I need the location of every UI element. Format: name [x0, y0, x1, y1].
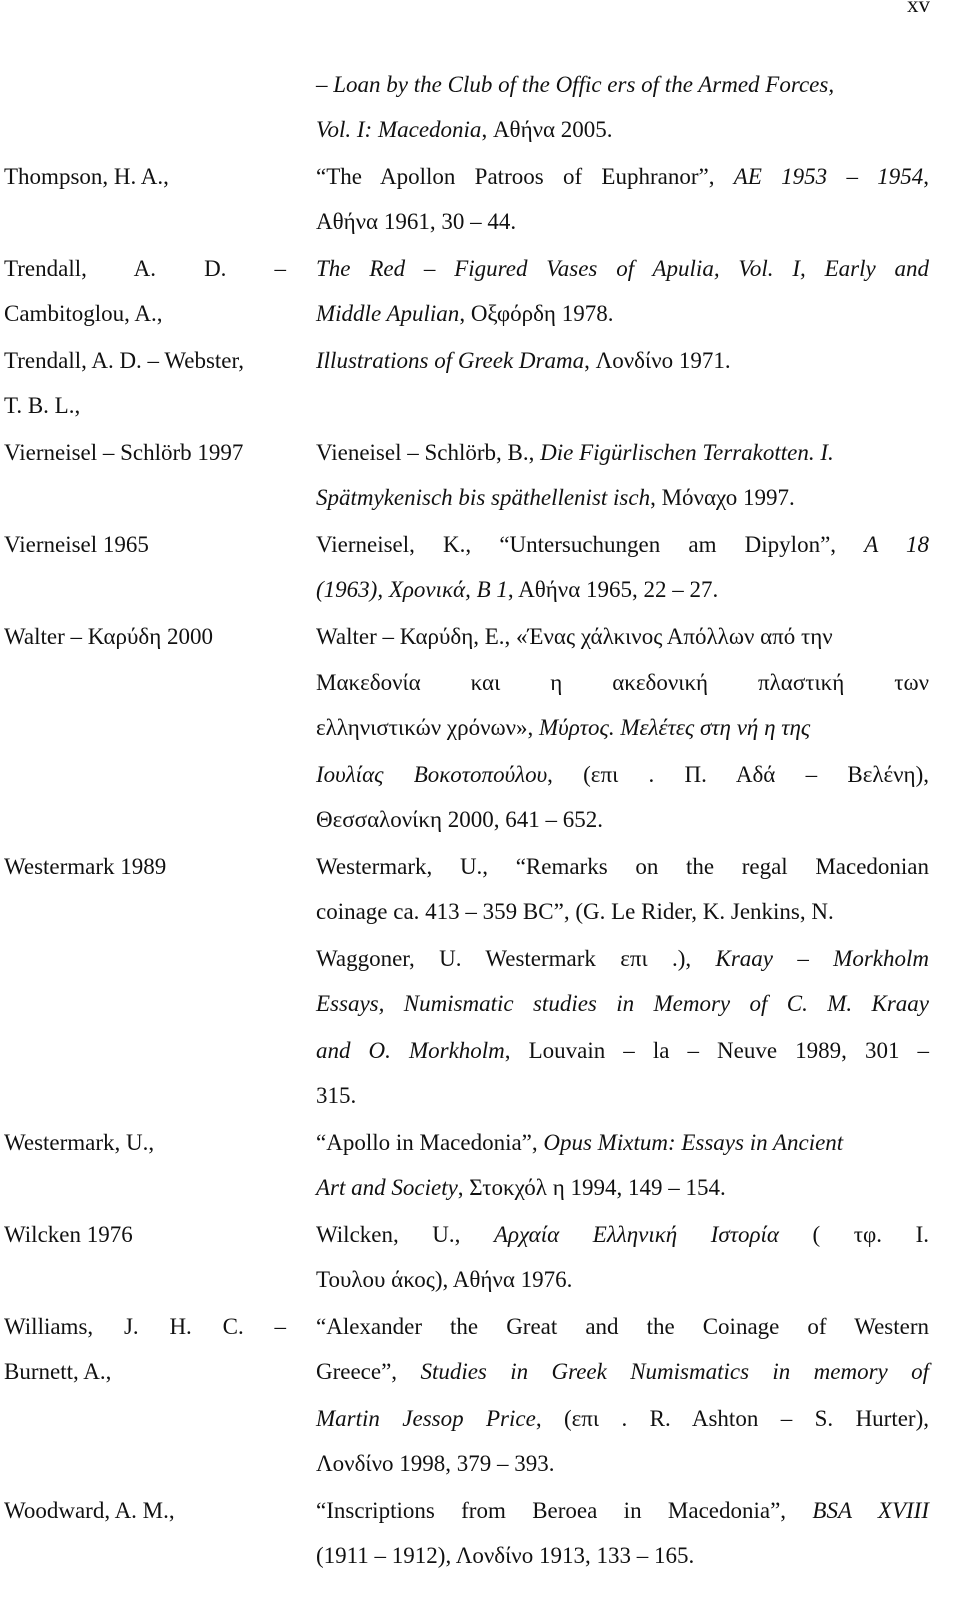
italic-text: The Red – Figured Vases of Apulia, Vol. I, Early and [316, 256, 929, 281]
reference-entry-line [316, 254, 929, 284]
text-run: “The Apollon Patroos of Euphranor”, [316, 164, 734, 189]
reference-key [4, 852, 166, 882]
text-run: Αθήνα 1961, 30 – 44. [316, 209, 517, 234]
italic-text: Art and Society [316, 1175, 458, 1200]
italic-text: – Loan by the Club of the Offic ers of the Armed Forces, [316, 72, 835, 97]
text-run: Walter – Καρύδη 2000 [4, 624, 214, 649]
text-run: Thompson, H. A., [4, 164, 169, 189]
text-run: , Λονδίνο 1971. [584, 348, 731, 373]
italic-text: Vol. I: Macedonia [316, 117, 482, 142]
text-run: Μακεδονία και η ακεδονική πλαστική των [316, 670, 929, 695]
reference-entry-line [316, 944, 929, 974]
text-run: Westermark, U., [4, 1130, 155, 1155]
reference-entry-line [316, 1173, 726, 1203]
reference-entry-line [316, 115, 613, 145]
text-run: , Αθήνα 1965, 22 – 27. [507, 577, 719, 602]
text-run: , (επι . R. Ashton – S. Hurter), [535, 1406, 930, 1431]
reference-key [4, 1312, 286, 1342]
reference-entry-line [316, 1081, 356, 1111]
page-number: xv [907, 0, 930, 17]
reference-entry-line [316, 1220, 929, 1250]
reference-entry-line [316, 530, 929, 560]
text-run: “Apollo in Macedonia”, [316, 1130, 544, 1155]
reference-key [4, 1496, 175, 1526]
text-run: Vierneisel – Schlörb 1997 [4, 440, 244, 465]
reference-entry-line [316, 622, 833, 652]
text-run: ελληνιστικών χρόνων», [316, 715, 540, 740]
italic-text: Essays, Numismatic studies in Memory of C. M. Kraay [316, 991, 929, 1016]
text-run: Cambitoglou, A., [4, 301, 163, 326]
italic-text: Spätmykenisch bis späthellenist isch [316, 485, 651, 510]
reference-entry-line [316, 207, 516, 237]
reference-key [4, 1220, 133, 1250]
reference-entry-line [316, 70, 834, 100]
reference-entry-line [316, 805, 603, 835]
text-run: Burnett, A., [4, 1359, 112, 1384]
text-run: , Οξφόρδη 1978. [459, 301, 614, 326]
text-run: Vieneisel – Schlörb, B., [316, 440, 541, 465]
text-run: Greece”, [316, 1359, 421, 1384]
italic-text: Studies in Greek Numismatics in memory of [420, 1359, 930, 1384]
text-run: , (επι . Π. Αδά – Βελένη), [547, 762, 929, 787]
reference-entry-line [316, 1449, 555, 1479]
reference-entry-line [316, 989, 929, 1019]
text-run: Walter – Καρύδη, Ε., «Ένας χάλκινος Απόλλων από την [316, 624, 833, 649]
text-run: Westermark 1989 [4, 854, 167, 879]
reference-entry-line [316, 483, 795, 513]
text-run: Westermark, U., “Remarks on the regal Macedonian [316, 854, 929, 879]
text-run: Wilcken, U., [316, 1222, 494, 1247]
reference-key [4, 391, 80, 421]
reference-entry-line [316, 575, 718, 605]
text-run: (1911 – 1912), Λονδίνο 1913, 133 – 165. [316, 1543, 695, 1568]
text-run: “Inscriptions from Beroea in Macedonia”, [316, 1498, 813, 1523]
italic-text: Μύρτος. Μελέτες στη νή η της [539, 715, 811, 740]
reference-key [4, 162, 169, 192]
text-run: , [923, 164, 929, 189]
reference-entry-line [316, 713, 810, 743]
text-run: Trendall, A. D. – Webster, [4, 348, 244, 373]
reference-entry-line [316, 897, 834, 927]
reference-entry-line [316, 1541, 694, 1571]
text-run: 315. [316, 1083, 357, 1108]
text-run: Waggoner, U. Westermark επι .), [316, 946, 716, 971]
text-run: T. B. L., [4, 393, 81, 418]
text-run: , Μόναχο 1997. [650, 485, 795, 510]
text-run: Williams, J. H. C. – [4, 1314, 286, 1339]
text-run: , Αθήνα 2005. [481, 117, 613, 142]
italic-text: Middle Apulian [316, 301, 460, 326]
text-run: Vierneisel, K., “Untersuchungen am Dipylon”, [316, 532, 865, 557]
reference-entry-line [316, 438, 834, 468]
italic-text: Kraay – Morkholm [715, 946, 929, 971]
reference-key [4, 346, 244, 376]
reference-key [4, 254, 286, 284]
reference-entry-line [316, 1312, 929, 1342]
text-run: Θεσσαλονίκη 2000, 641 – 652. [316, 807, 603, 832]
italic-text: Die Figürlischen Terrakotten. I. [540, 440, 834, 465]
reference-entry-line [316, 668, 929, 698]
reference-entry-line [316, 1404, 929, 1434]
italic-text: AE 1953 – 1954 [733, 164, 924, 189]
italic-text: A 18 [864, 532, 929, 557]
text-run: ( τφ. Ι. [778, 1222, 929, 1247]
reference-key [4, 299, 162, 329]
text-run: Wilcken 1976 [4, 1222, 133, 1247]
italic-text: Ιουλίας Βοκοτοπούλου [316, 762, 548, 787]
reference-key [4, 438, 243, 468]
reference-entry-line [316, 1036, 929, 1066]
reference-entry-line [316, 760, 929, 790]
reference-entry-line [316, 852, 929, 882]
italic-text: Opus Mixtum: Essays in Ancient [543, 1130, 844, 1155]
text-run: “Alexander the Great and the Coinage of Western [316, 1314, 929, 1339]
text-run: Τουλου άκος), Αθήνα 1976. [316, 1267, 573, 1292]
italic-text: and O. Morkholm [316, 1038, 505, 1063]
reference-entry-line [316, 346, 731, 376]
text-run: , Louvain – la – Neuve 1989, 301 – [504, 1038, 929, 1063]
italic-text: BSA XVIII [812, 1498, 929, 1523]
text-run: , Στοκχόλ η 1994, 149 – 154. [457, 1175, 726, 1200]
text-run: coinage ca. 413 – 359 BC”, (G. Le Rider, K. Jenkins, N. [316, 899, 834, 924]
reference-entry-line [316, 1496, 929, 1526]
reference-key [4, 1128, 154, 1158]
text-run: Woodward, A. M., [4, 1498, 175, 1523]
reference-key [4, 622, 213, 652]
text-run: Trendall, A. D. – [4, 256, 286, 281]
reference-key [4, 530, 149, 560]
text-run: Λονδίνο 1998, 379 – 393. [316, 1451, 555, 1476]
reference-entry-line [316, 1357, 929, 1387]
italic-text: Illustrations of Greek Drama [316, 348, 585, 373]
italic-text: (1963), Χρονικά, Β 1 [316, 577, 508, 602]
reference-key [4, 1357, 111, 1387]
text-run: Vierneisel 1965 [4, 532, 149, 557]
reference-entry-line [316, 162, 929, 192]
reference-entry-line [316, 299, 613, 329]
reference-entry-line [316, 1265, 572, 1295]
reference-entry-line [316, 1128, 843, 1158]
italic-text: Αρχαία Ελληνική Ιστορία [493, 1222, 779, 1247]
italic-text: Martin Jessop Price [316, 1406, 536, 1431]
